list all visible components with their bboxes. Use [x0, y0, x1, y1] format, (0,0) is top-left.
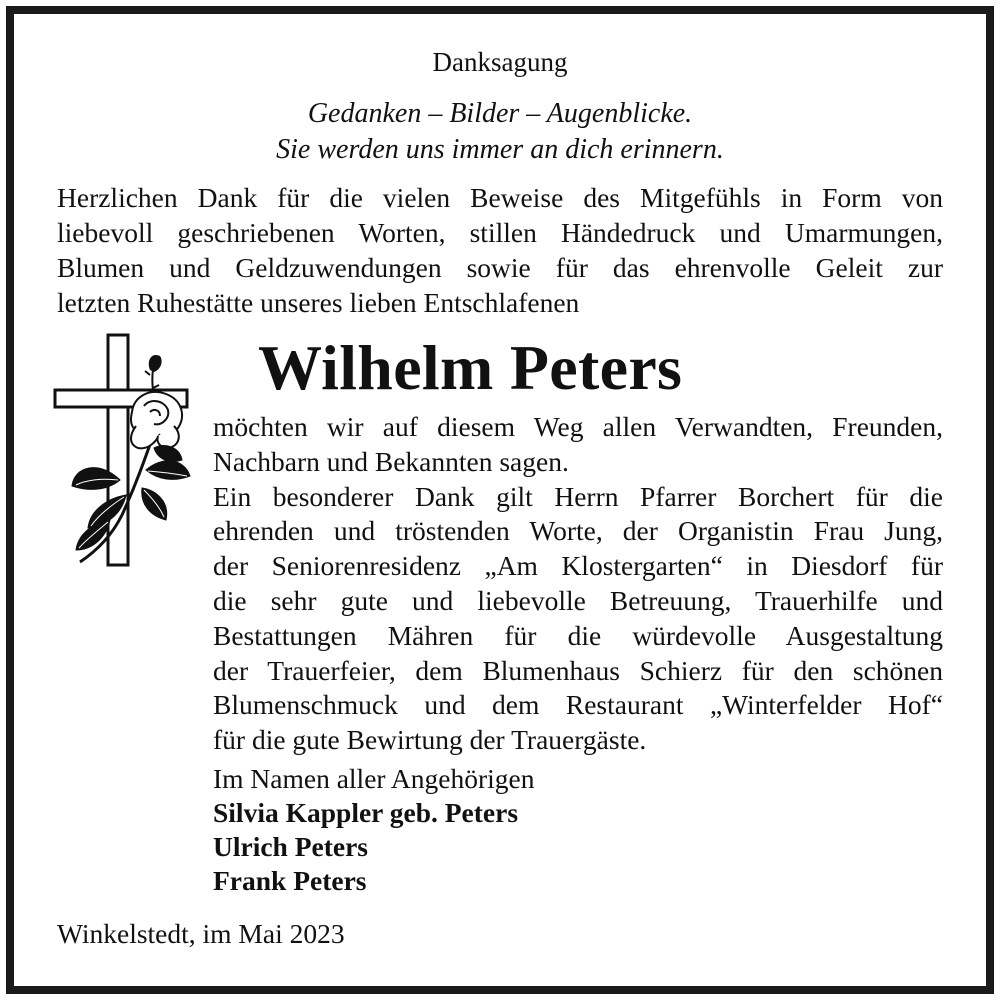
thanks-line: Bestattungen Mähren für die würdevolle Ausgestaltung: [213, 619, 943, 651]
intro-line: Blumen und Geldzuwendungen sowie für das ehrenvolle Geleit zur: [57, 252, 943, 283]
thanks-line: der Seniorenresidenz „Am Klostergarten“ in Diesdorf für: [213, 550, 943, 582]
signature-intro: Im Namen aller Angehörigen: [213, 763, 535, 794]
signature-name: Frank Peters: [213, 865, 367, 896]
signature-block: [213, 762, 535, 898]
notice-heading: Danksagung: [432, 47, 568, 77]
intro-line: liebevoll geschriebenen Worten, stillen Händedruck und Umarmungen,: [57, 217, 943, 248]
thanks-line: der Trauerfeier, dem Blumenhaus Schierz für den schönen: [213, 654, 943, 686]
intro-line: Herzlichen Dank für die vielen Beweise des Mitgefühls in Form von: [57, 182, 943, 213]
quote-line: Sie werden uns immer an dich erinnern.: [276, 134, 724, 165]
deceased-name: Wilhelm Peters: [258, 332, 683, 403]
cross-with-rose-icon: [50, 330, 200, 575]
intro-paragraph: [57, 180, 943, 320]
thanks-line: Ein besonderer Dank gilt Herrn Pfarrer Borchert für die: [213, 480, 943, 512]
intro-line: letzten Ruhestätte unseres lieben Entschlafenen: [57, 287, 580, 318]
quote-line: Gedanken – Bilder – Augenblicke.: [307, 98, 693, 129]
thanks-line: möchten wir auf diesem Weg allen Verwandten, Freunden,: [213, 411, 943, 442]
memorial-quote: [0, 96, 1000, 168]
thanks-line: für die gute Bewirtung der Trauergäste.: [213, 724, 647, 756]
thanks-paragraph: [213, 410, 943, 758]
thanks-line: Nachbarn und Bekannten sagen.: [213, 445, 569, 477]
thanks-line: die sehr gute und liebevolle Betreuung, Trauerhilfe und: [213, 584, 943, 616]
signature-name: Ulrich Peters: [213, 831, 368, 862]
signature-name: Silvia Kappler geb. Peters: [213, 797, 519, 828]
thanks-line: ehrenden und tröstenden Worte, der Organistin Frau Jung,: [213, 515, 943, 547]
place-date: Winkelstedt, im Mai 2023: [57, 918, 345, 949]
thanks-line: Blumenschmuck und dem Restaurant „Winterfelder Hof“: [213, 689, 943, 721]
